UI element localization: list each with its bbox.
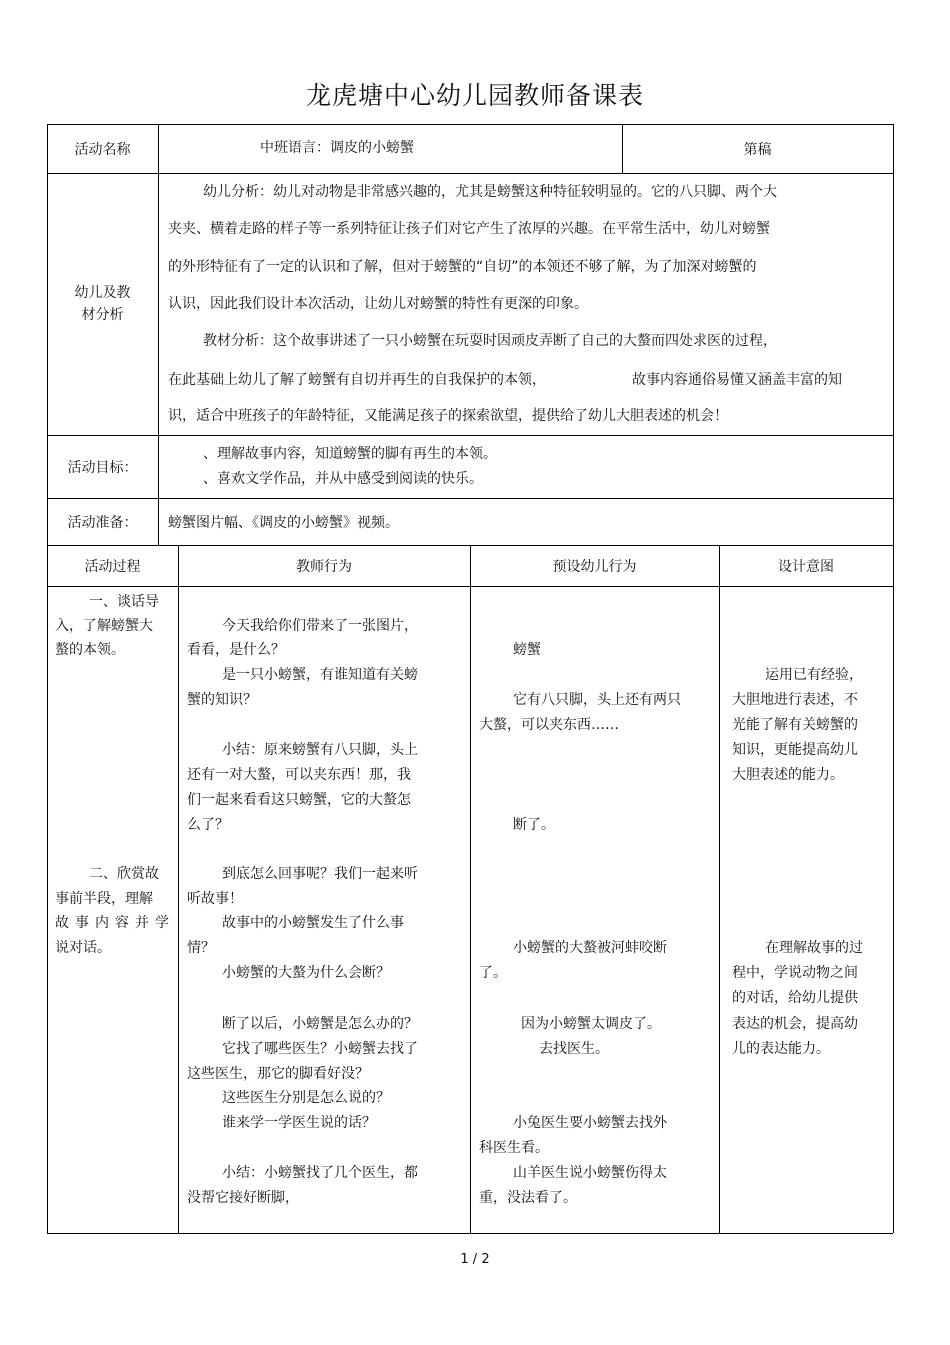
activity-name-value: 中班语言：调皮的小螃蟹 bbox=[260, 140, 414, 156]
child-line: 螃蟹 bbox=[513, 642, 541, 658]
teacher-line: 蟹的知识？ bbox=[187, 692, 257, 708]
intent-line: 的对话，给幼儿提供 bbox=[732, 990, 858, 1006]
analysis-line: 识，适合中班孩子的年龄特征，又能满足孩子的探索欲望，提供给了幼儿大胆表述的机会！ bbox=[168, 408, 728, 424]
teacher-line: 小螃蟹的大螯为什么会断？ bbox=[222, 965, 390, 981]
intent-line: 儿的表达能力。 bbox=[732, 1041, 830, 1057]
teacher-line: 听故事！ bbox=[187, 891, 243, 907]
child-line: 它有八只脚，头上还有两只 bbox=[513, 692, 681, 708]
col-header-child: 预设幼儿行为 bbox=[552, 558, 637, 575]
intent-line: 光能了解有关螃蟹的 bbox=[732, 717, 858, 733]
teacher-line: 们一起来看看这只螃蟹，它的大螯怎 bbox=[187, 792, 411, 808]
child-line: 小螃蟹的大螯被河蚌咬断 bbox=[513, 940, 667, 956]
teacher-line: 它找了哪些医生？小螃蟹去找了 bbox=[222, 1041, 418, 1057]
goal-item: 、理解故事内容，知道螃蟹的脚有再生的本领。 bbox=[203, 446, 497, 462]
child-line: 大螯，可以夹东西…… bbox=[479, 717, 619, 733]
intent-line: 程中，学说动物之间 bbox=[732, 965, 858, 981]
child-line: 了。 bbox=[479, 965, 507, 981]
step-line: 螯的本领。 bbox=[55, 642, 125, 658]
col-header-process: 活动过程 bbox=[84, 558, 141, 575]
analysis-label: 幼儿及教材分析 bbox=[74, 285, 131, 323]
teacher-line: 今天我给你们带来了一张图片， bbox=[222, 618, 418, 634]
child-line: 去找医生。 bbox=[539, 1041, 609, 1057]
teacher-line: 故事中的小螃蟹发生了什么事 bbox=[222, 915, 404, 931]
teacher-line: 小结：原来螃蟹有八只脚，头上 bbox=[222, 742, 418, 758]
teacher-line: 还有一对大螯，可以夹东西！那，我 bbox=[187, 767, 411, 783]
analysis-line: 认识，因此我们设计本次活动，让幼儿对螃蟹的特性有更深的印象。 bbox=[168, 296, 588, 312]
page-title: 龙虎塘中心幼儿园教师备课表 bbox=[305, 81, 644, 110]
child-line: 山羊医生说小螃蟹伤得太 bbox=[513, 1165, 667, 1181]
goal-item: 、喜欢文学作品，并从中感受到阅读的快乐。 bbox=[203, 471, 483, 487]
intent-line: 知识，更能提高幼儿 bbox=[732, 742, 858, 758]
step-line: 入，了解螃蟹大 bbox=[55, 618, 153, 634]
intent-line: 大胆表述的能力。 bbox=[732, 767, 844, 783]
teacher-line: 没帮它接好断脚， bbox=[187, 1190, 299, 1206]
step-line: 说对话。 bbox=[55, 940, 111, 956]
prep-value: 螃蟹图片幅、《调皮的小螃蟹》视频。 bbox=[168, 515, 399, 531]
teacher-line: 是一只小螃蟹，有谁知道有关螃 bbox=[222, 667, 418, 683]
teacher-line: 这些医生，那它的脚看好没？ bbox=[187, 1066, 369, 1082]
child-line: 断了。 bbox=[513, 817, 555, 833]
goal-label: 活动目标： bbox=[67, 459, 138, 476]
teacher-line: 小结：小螃蟹找了几个医生，都 bbox=[222, 1165, 418, 1181]
teacher-line: 情？ bbox=[187, 940, 215, 956]
analysis-line: 在此基础上幼儿了解了螃蟹有自切并再生的自我保护的本领， bbox=[168, 372, 546, 388]
teacher-line: 谁来学一学医生说的话？ bbox=[222, 1115, 376, 1131]
prep-label: 活动准备： bbox=[67, 514, 138, 531]
col-header-intent: 设计意图 bbox=[778, 558, 834, 575]
page-number: 1 / 2 bbox=[460, 1252, 490, 1267]
analysis-line: 故事内容通俗易懂又涵盖丰富的知 bbox=[632, 372, 842, 388]
col-header-teacher: 教师行为 bbox=[296, 558, 352, 575]
step-line: 事前半段，理解 bbox=[55, 891, 153, 907]
teacher-line: 到底怎么回事呢？我们一起来听 bbox=[222, 866, 418, 882]
step-line: 一、谈话导 bbox=[89, 594, 159, 610]
analysis-line: 教材分析：这个故事讲述了一只小螃蟹在玩耍时因顽皮弄断了自己的大螯而四处求医的过程， bbox=[203, 333, 777, 349]
child-line: 重，没法看了。 bbox=[479, 1190, 577, 1206]
draft-label: 第稿 bbox=[743, 141, 772, 158]
teacher-line: 么了？ bbox=[187, 817, 229, 833]
intent-line: 表达的机会，提高幼 bbox=[732, 1016, 858, 1032]
teacher-line: 这些医生分别是怎么说的？ bbox=[222, 1090, 390, 1106]
analysis-line: 幼儿分析：幼儿对动物是非常感兴趣的，尤其是螃蟹这种特征较明显的。它的八只脚、两个大 bbox=[203, 184, 777, 200]
activity-name-label: 活动名称 bbox=[74, 141, 131, 158]
teacher-line: 看看，是什么？ bbox=[187, 642, 285, 658]
step-line: 二、欣赏故 bbox=[89, 866, 159, 882]
intent-line: 运用已有经验， bbox=[765, 667, 863, 683]
intent-line: 大胆地进行表述，不 bbox=[732, 692, 858, 708]
child-line: 小兔医生要小螃蟹去找外 bbox=[513, 1115, 667, 1131]
teacher-line: 断了以后，小螃蟹是怎么办的？ bbox=[222, 1016, 418, 1032]
intent-line: 在理解故事的过 bbox=[765, 940, 863, 956]
child-line: 因为小螃蟹太调皮了。 bbox=[521, 1016, 661, 1032]
analysis-line: 的外形特征有了一定的认识和了解，但对于螃蟹的“自切”的本领还不够了解，为了加深对螃蟹的 bbox=[168, 259, 757, 275]
analysis-line: 夹夹、横着走路的样子等一系列特征让孩子们对它产生了浓厚的兴趣。在平常生活中，幼儿对螃蟹 bbox=[168, 221, 770, 237]
child-line: 科医生看。 bbox=[479, 1140, 549, 1156]
step-line: 故事内容并学 bbox=[55, 915, 175, 931]
